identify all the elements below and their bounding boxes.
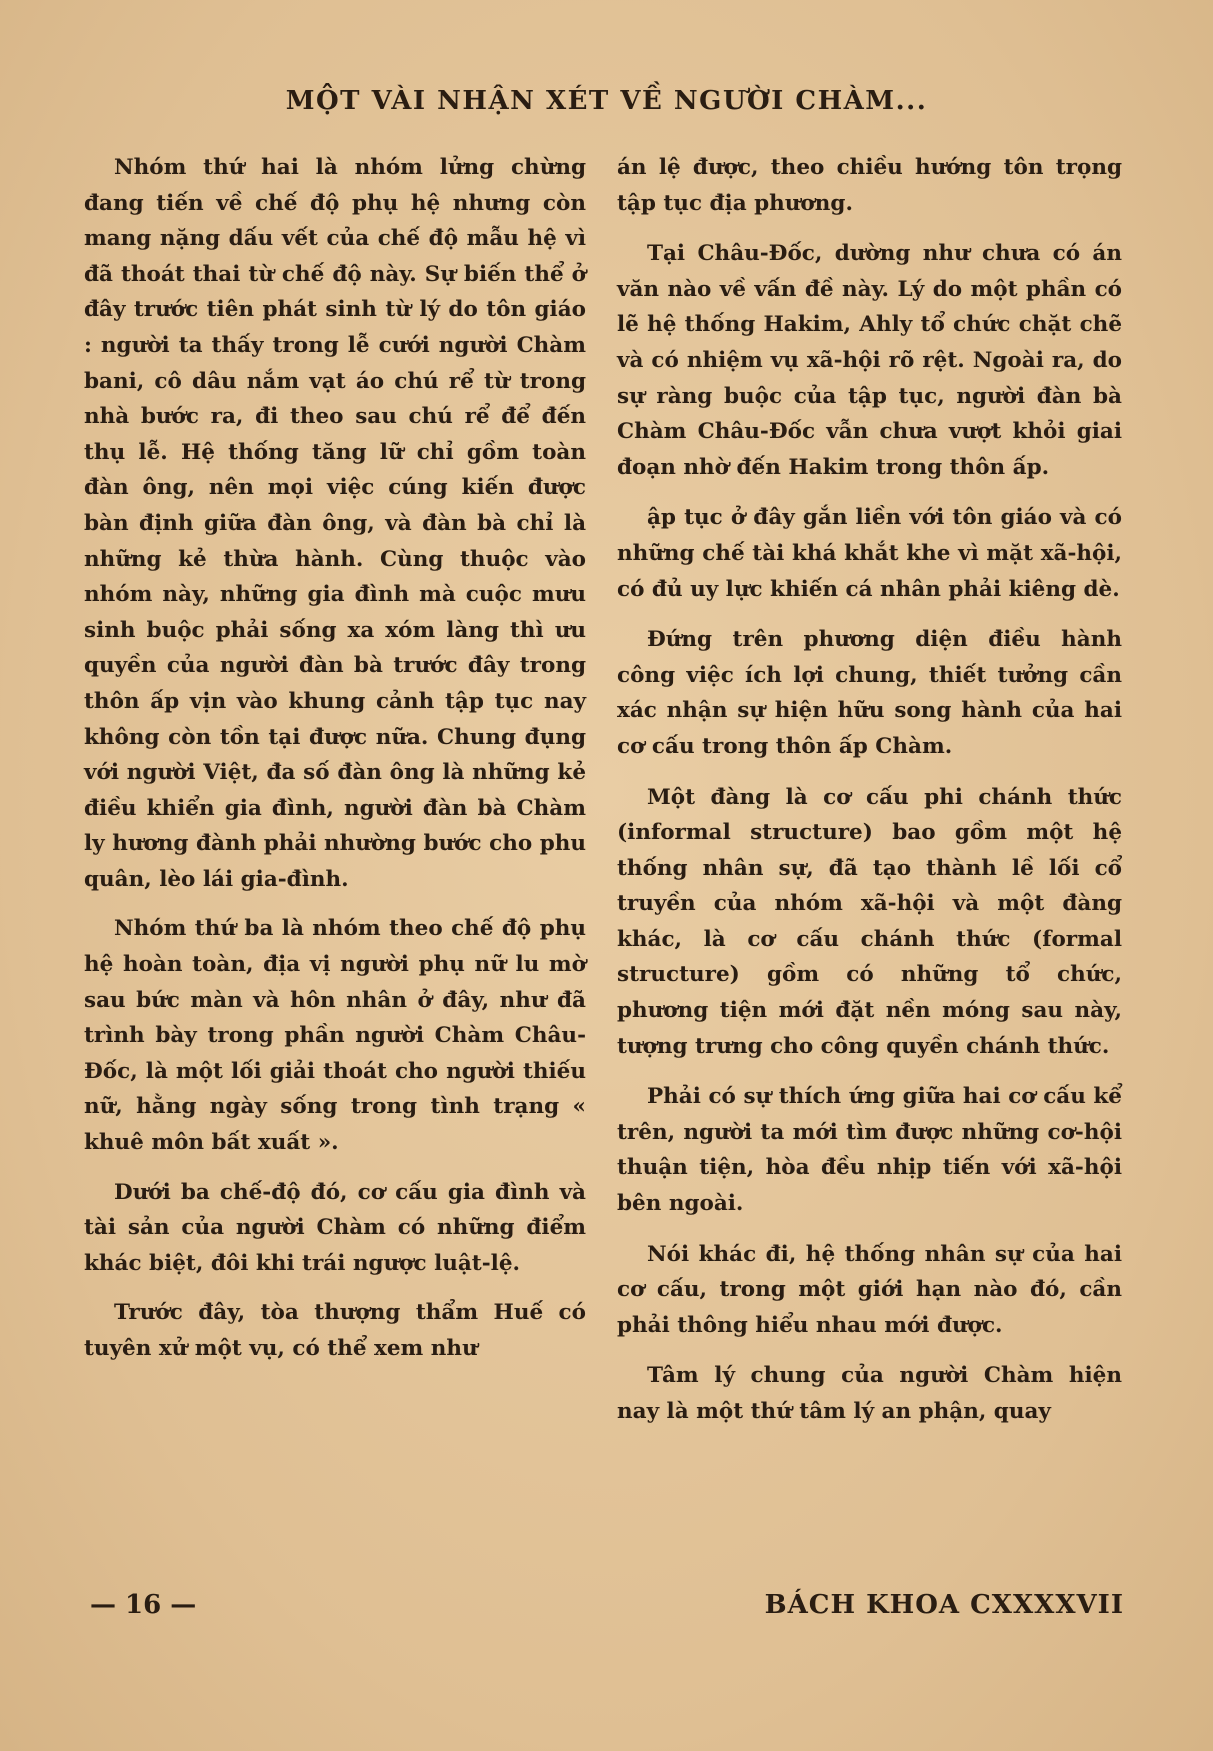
paragraph: Tâm lý chung của người Chàm hiện nay là một thứ tâm lý an phận, quay [617,1363,1122,1424]
paragraph: Nhóm thứ hai là nhóm lửng chừng đang tiến về chế độ phụ hệ nhưng còn mang nặng dấu vết của chế độ mẫu hệ vì đã thoát thai từ chế độ này. Sự biến thể ở đây trước tiên phát sinh từ lý do tôn giáo : người ta thấy trong lễ cưới người Chàm bani, cô dâu nắm vạt áo chú rể từ trong nhà bước ra, đi theo sau chú rể để đến thụ lễ. Hệ thống tăng lữ chỉ gồm toàn đàn ông, nên mọi việc cúng kiến được bàn định giữa đàn ông, và đàn bà chỉ là những kẻ thừa hành. Cùng thuộc vào nhóm này, những gia đình mà cuộc mưu sinh buộc phải sống xa xóm làng thì ưu quyền của người đàn bà trước đây trong thôn ấp vịn vào khung cảnh tập tục nay không còn tồn tại được nữa. Chung đụng với người Việt, đa số đàn ông là những kẻ điều khiển gia đình, người đàn bà Chàm ly hương đành phải nhường bước cho phu quân, lèo lái gia-đình. [84,155,586,892]
page-number: — 16 — [90,1590,197,1620]
paragraph: Phải có sự thích ứng giữa hai cơ cấu kể trên, người ta mới tìm được những cơ-hội thuận tiện, hòa đều nhịp tiến với xã-hội bên ngoài. [617,1084,1122,1217]
paragraph: án lệ được, theo chiều hướng tôn trọng tập tục địa phương. [617,155,1122,216]
paragraph: Nhóm thứ ba là nhóm theo chế độ phụ hệ hoàn toàn, địa vị người phụ nữ lu mờ sau bức màn và hôn nhân ở đây, như đã trình bày trong phần người Chàm Châu-Đốc, là một lối giải thoát cho người thiếu nữ, hằng ngày sống trong tình trạng « khuê môn bất xuất ». [84,916,586,1156]
paragraph: Tại Châu-Đốc, dường như chưa có án văn nào về vấn đề này. Lý do một phần có lẽ hệ thống Hakim, Ahly tổ chức chặt chẽ và có nhiệm vụ xã-hội rõ rệt. Ngoài ra, do sự ràng buộc của tập tục, người đàn bà Chàm Châu-Đốc vẫn chưa vượt khỏi giai đoạn nhờ đến Hakim trong thôn ấp. [617,241,1122,480]
paragraph: Nói khác đi, hệ thống nhân sự của hai cơ cấu, trong một giới hạn nào đó, cần phải thông hiểu nhau mới được. [617,1241,1122,1338]
paragraph: Một đàng là cơ cấu phi chánh thức (informal structure) bao gồm một hệ thống nhân sự, đã tạo thành lề lối cổ truyền của nhóm xã-hội và một đàng khác, là cơ cấu chánh thức (formal structure) gồm có những tổ chức, phương tiện mới đặt nền móng sau này, tượng trưng cho công quyền chánh thức. [617,784,1122,1059]
paragraph: Trước đây, tòa thượng thẩm Huế có tuyên xử một vụ, có thể xem như [84,1300,586,1361]
left-column [84,150,586,1367]
journal-footer: BÁCH KHOA CXXXXVII [764,1590,1124,1620]
paragraph: Dưới ba chế-độ đó, cơ cấu gia đình và tài sản của người Chàm có những điểm khác biệt, đôi khi trái ngược luật-lệ. [84,1179,586,1276]
right-column [617,150,1122,1430]
paragraph: ập tục ở đây gắn liền với tôn giáo và có những chế tài khá khắt khe vì mặt xã-hội, có đủ uy lực khiến cá nhân phải kiêng dè. [617,505,1122,602]
running-header: MỘT VÀI NHẬN XÉT VỀ NGƯỜI CHÀM... [285,86,928,116]
paragraph: Đứng trên phương diện điều hành công việc ích lợi chung, thiết tưởng cần xác nhận sự hiện hữu song hành của hai cơ cấu trong thôn ấp Chàm. [617,627,1122,759]
